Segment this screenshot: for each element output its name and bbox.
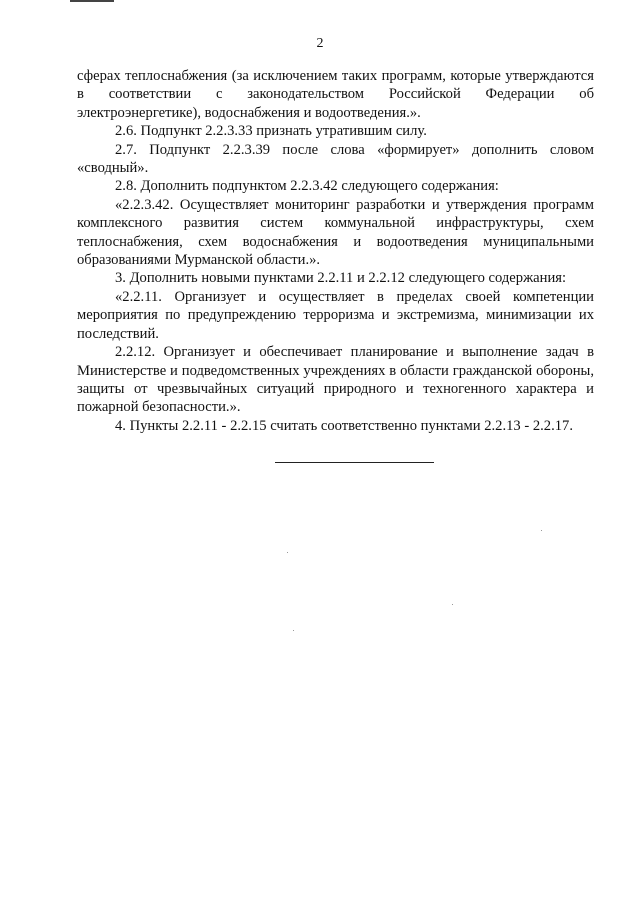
paragraph-2-2-3-42: «2.2.3.42. Осуществляет мониторинг разработки и утверждения программ комплексного развития систем коммунальной инфраструктуры, схем теплоснабжения, схем водоснабжения и водоотведения муниципальными образованиями Мурманской области.».: [77, 196, 594, 269]
document-body: [77, 67, 594, 435]
paragraph-2-8: 2.8. Дополнить подпунктом 2.2.3.42 следующего содержания:: [115, 178, 499, 195]
paragraph-2-7: 2.7. Подпункт 2.2.3.39 после слова «формирует» дополнить словом «сводный».: [77, 141, 594, 177]
paragraph-4: 4. Пункты 2.2.11 - 2.2.15 считать соответственно пунктами 2.2.13 - 2.2.17.: [115, 417, 573, 434]
paragraph-3: 3. Дополнить новыми пунктами 2.2.11 и 2.2.12 следующего содержания:: [115, 270, 567, 287]
page-number: 2: [316, 36, 324, 51]
paragraph-2-6: 2.6. Подпункт 2.2.3.33 признать утратившим силу.: [115, 123, 427, 140]
paragraph-continuation: сферах теплоснабжения (за исключением таких программ, которые утверждаются в соответствии с законодательством Российской Федерации об электроэнергетике), водоснабжения и водоотведения.».: [77, 68, 594, 121]
scan-speck: [541, 530, 542, 531]
paragraph-2-2-11: «2.2.11. Организует и осуществляет в пределах своей компетенции мероприятия по предупреждению терроризма и экстремизма, минимизации их последствий.: [77, 288, 594, 342]
paragraph-2-2-12: 2.2.12. Организует и обеспечивает планирование и выполнение задач в Министерстве и подведомственных учреждениях в области гражданской обороны, защиты от чрезвычайных ситуаций природного и техногенного характера и пожарной безопасности.».: [77, 344, 594, 416]
scan-speck: [452, 604, 453, 605]
scan-speck: [293, 630, 294, 631]
closing-separator-line: [275, 462, 434, 463]
scan-speck: [287, 552, 288, 553]
top-edge-rule: [70, 0, 114, 2]
